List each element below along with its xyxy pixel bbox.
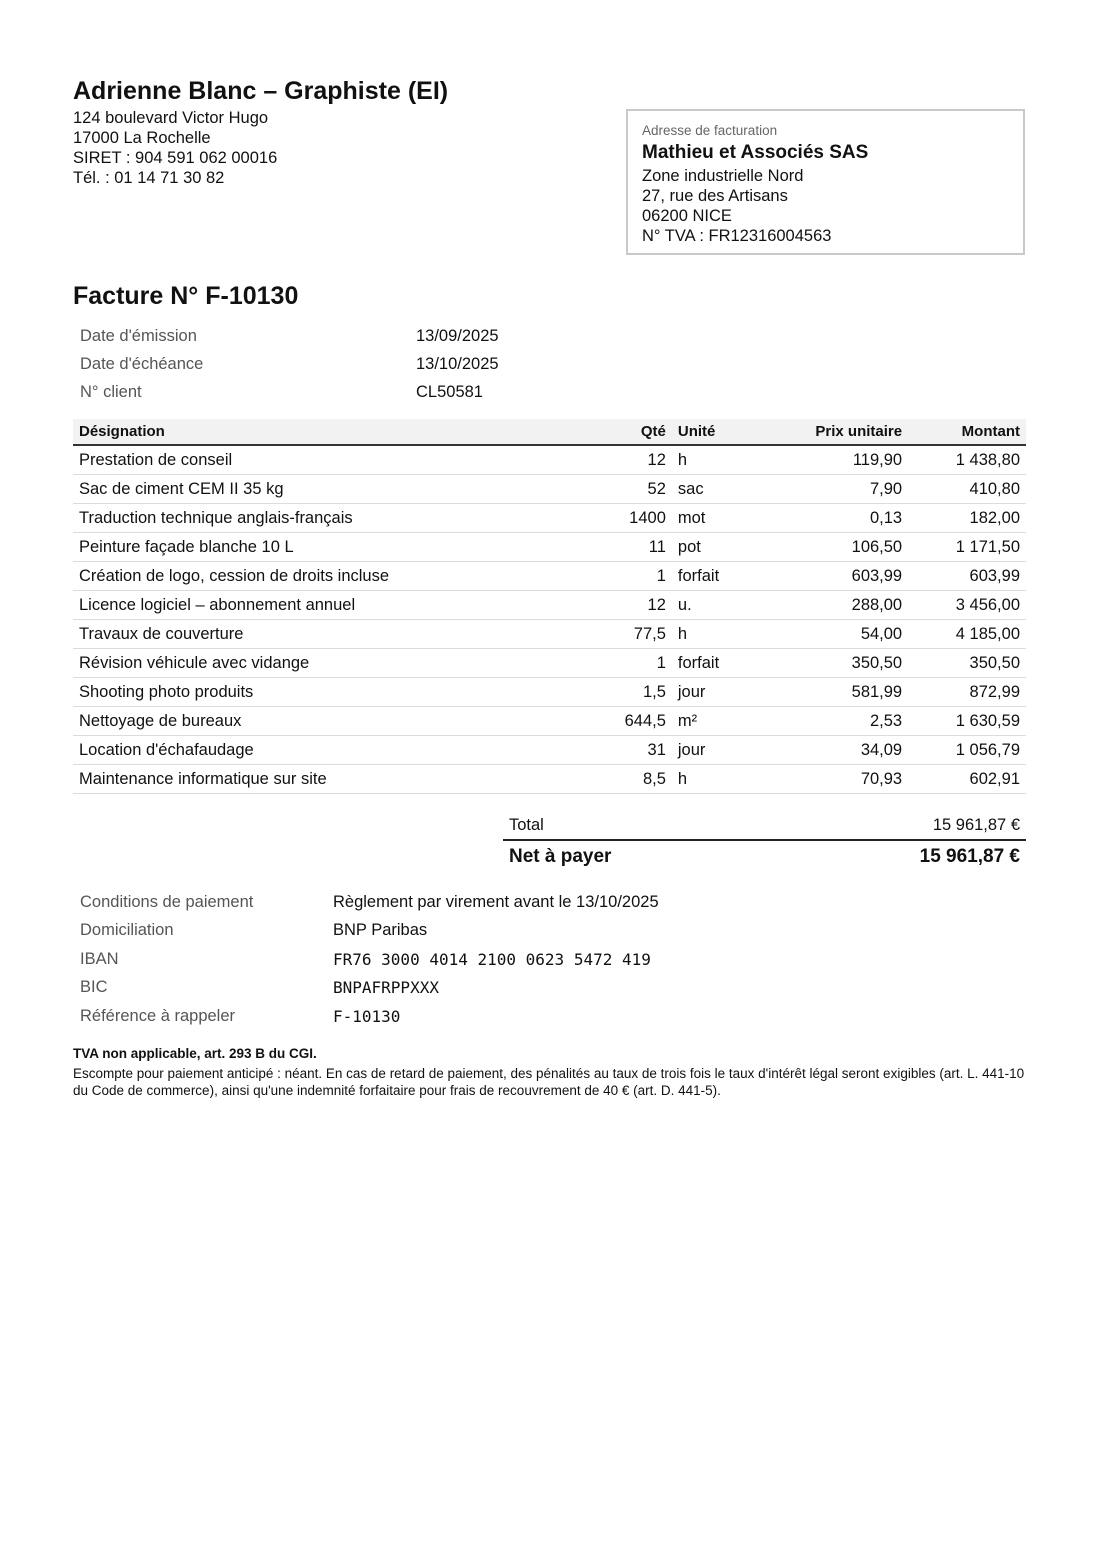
cell-designation: Création de logo, cession de droits incluse: [73, 562, 591, 591]
cell-qty: 1400: [591, 504, 672, 533]
payment-label: Domiciliation: [80, 921, 174, 940]
cell-unit: h: [672, 620, 761, 649]
cell-qty: 12: [591, 445, 672, 475]
column-header-unit: Unité: [672, 419, 761, 445]
cell-amount: 1 056,79: [908, 736, 1026, 765]
cell-designation: Maintenance informatique sur site: [73, 765, 591, 794]
cell-amount: 350,50: [908, 649, 1026, 678]
table-header-row: [73, 419, 1026, 445]
vat-notice: TVA non applicable, art. 293 B du CGI.: [73, 1046, 317, 1061]
payment-row-bank: [80, 917, 659, 946]
meta-row-due-date: [80, 350, 499, 378]
cell-qty: 8,5: [591, 765, 672, 794]
invoice-meta: [80, 322, 499, 406]
net-to-pay-label: Net à payer: [509, 846, 612, 867]
meta-label: Date d'échéance: [80, 354, 204, 373]
meta-value: 13/10/2025: [416, 354, 499, 373]
cell-unit: pot: [672, 533, 761, 562]
cell-qty: 644,5: [591, 707, 672, 736]
cell-unit: sac: [672, 475, 761, 504]
cell-unit: m²: [672, 707, 761, 736]
table-row: [73, 591, 1026, 620]
total-label: Total: [509, 815, 544, 834]
cell-amount: 872,99: [908, 678, 1026, 707]
cell-amount: 603,99: [908, 562, 1026, 591]
billing-vat-number: N° TVA : FR12316004563: [642, 227, 832, 245]
payment-row-conditions: [80, 888, 659, 917]
meta-label: Date d'émission: [80, 326, 197, 345]
cell-amount: 1 171,50: [908, 533, 1026, 562]
cell-qty: 52: [591, 475, 672, 504]
cell-designation: Révision véhicule avec vidange: [73, 649, 591, 678]
cell-unit-price: 119,90: [761, 445, 908, 475]
cell-unit: h: [672, 765, 761, 794]
payment-label: Conditions de paiement: [80, 892, 254, 911]
cell-unit-price: 106,50: [761, 533, 908, 562]
cell-qty: 1: [591, 649, 672, 678]
table-row: [73, 504, 1026, 533]
cell-qty: 11: [591, 533, 672, 562]
total-row: [503, 811, 1026, 841]
cell-designation: Shooting photo produits: [73, 678, 591, 707]
cell-designation: Traduction technique anglais-français: [73, 504, 591, 533]
meta-value: CL50581: [416, 382, 483, 401]
cell-amount: 1 630,59: [908, 707, 1026, 736]
cell-amount: 1 438,80: [908, 445, 1026, 475]
cell-unit-price: 350,50: [761, 649, 908, 678]
cell-amount: 3 456,00: [908, 591, 1026, 620]
billing-address-box: [626, 109, 1025, 255]
cell-designation: Location d'échafaudage: [73, 736, 591, 765]
table-row: [73, 475, 1026, 504]
net-to-pay-row: [503, 841, 1026, 873]
payment-label: IBAN: [80, 949, 119, 968]
issuer-siret: SIRET : 904 591 062 00016: [73, 149, 278, 167]
net-to-pay-value: 15 961,87 €: [919, 846, 1020, 867]
table-row: [73, 678, 1026, 707]
cell-designation: Travaux de couverture: [73, 620, 591, 649]
cell-qty: 31: [591, 736, 672, 765]
issuer-block: [73, 74, 573, 188]
payment-label: BIC: [80, 978, 108, 997]
invoice-title: Facture N° F-10130: [73, 282, 299, 310]
billing-caption: Adresse de facturation: [642, 123, 778, 138]
bic-value: BNPAFRPPXXX: [333, 978, 439, 998]
payment-row-reference: [80, 1002, 659, 1031]
billing-address-line: 27, rue des Artisans: [642, 187, 788, 205]
issuer-name: Adrienne Blanc – Graphiste (EI): [73, 77, 449, 105]
table-row: [73, 649, 1026, 678]
payment-row-bic: [80, 974, 659, 1003]
cell-designation: Nettoyage de bureaux: [73, 707, 591, 736]
payment-terms-notice: Escompte pour paiement anticipé : néant. En cas de retard de paiement, des pénalités au taux de trois fois le taux d'intérêt légal seront exigibles (art. L. 441-10 du Code de commerce), ainsi qu'une indemnité forfaitaire pour frais de recouvrement de 40 € (art. D. 441-5).: [73, 1066, 1025, 1098]
cell-qty: 77,5: [591, 620, 672, 649]
table-row: [73, 736, 1026, 765]
cell-designation: Prestation de conseil: [73, 445, 591, 475]
cell-unit: mot: [672, 504, 761, 533]
legal-notes: [73, 1045, 1033, 1099]
cell-unit-price: 54,00: [761, 620, 908, 649]
cell-amount: 182,00: [908, 504, 1026, 533]
table-row: [73, 533, 1026, 562]
table-row: [73, 765, 1026, 794]
cell-unit-price: 70,93: [761, 765, 908, 794]
cell-unit: jour: [672, 736, 761, 765]
cell-unit: h: [672, 445, 761, 475]
cell-unit-price: 0,13: [761, 504, 908, 533]
iban-value: FR76 3000 4014 2100 0623 5472 419: [333, 949, 651, 969]
column-header-designation: Désignation: [73, 419, 591, 445]
cell-qty: 12: [591, 591, 672, 620]
payment-info: [80, 888, 659, 1031]
cell-designation: Licence logiciel – abonnement annuel: [73, 591, 591, 620]
totals-block: [503, 811, 1026, 873]
billing-address-line: Zone industrielle Nord: [642, 167, 804, 185]
cell-unit-price: 581,99: [761, 678, 908, 707]
cell-unit-price: 2,53: [761, 707, 908, 736]
cell-qty: 1,5: [591, 678, 672, 707]
cell-unit: jour: [672, 678, 761, 707]
cell-unit-price: 603,99: [761, 562, 908, 591]
payment-value: Règlement par virement avant le 13/10/2025: [333, 892, 659, 911]
meta-value: 13/09/2025: [416, 326, 499, 345]
issuer-phone: Tél. : 01 14 71 30 82: [73, 169, 225, 187]
table-row: [73, 707, 1026, 736]
cell-amount: 4 185,00: [908, 620, 1026, 649]
cell-unit: u.: [672, 591, 761, 620]
payment-row-iban: [80, 945, 659, 974]
issuer-address-city: 17000 La Rochelle: [73, 129, 211, 147]
cell-unit: forfait: [672, 649, 761, 678]
cell-unit: forfait: [672, 562, 761, 591]
billing-company-name: Mathieu et Associés SAS: [642, 142, 869, 163]
cell-unit-price: 288,00: [761, 591, 908, 620]
billing-address-line: 06200 NICE: [642, 207, 732, 225]
column-header-amount: Montant: [908, 419, 1026, 445]
table-row: [73, 445, 1026, 475]
cell-amount: 410,80: [908, 475, 1026, 504]
reference-value: F-10130: [333, 1006, 401, 1026]
cell-amount: 602,91: [908, 765, 1026, 794]
meta-label: N° client: [80, 382, 142, 401]
payment-label: Référence à rappeler: [80, 1006, 236, 1025]
meta-row-client-number: [80, 378, 499, 406]
table-row: [73, 562, 1026, 591]
payment-value: BNP Paribas: [333, 921, 428, 940]
line-items-table: [73, 419, 1026, 794]
column-header-qty: Qté: [591, 419, 672, 445]
total-value: 15 961,87 €: [932, 815, 1020, 834]
cell-unit-price: 7,90: [761, 475, 908, 504]
column-header-unit-price: Prix unitaire: [761, 419, 908, 445]
meta-row-issue-date: [80, 322, 499, 350]
cell-unit-price: 34,09: [761, 736, 908, 765]
cell-qty: 1: [591, 562, 672, 591]
cell-designation: Sac de ciment CEM II 35 kg: [73, 475, 591, 504]
table-row: [73, 620, 1026, 649]
issuer-address-street: 124 boulevard Victor Hugo: [73, 109, 269, 127]
cell-designation: Peinture façade blanche 10 L: [73, 533, 591, 562]
